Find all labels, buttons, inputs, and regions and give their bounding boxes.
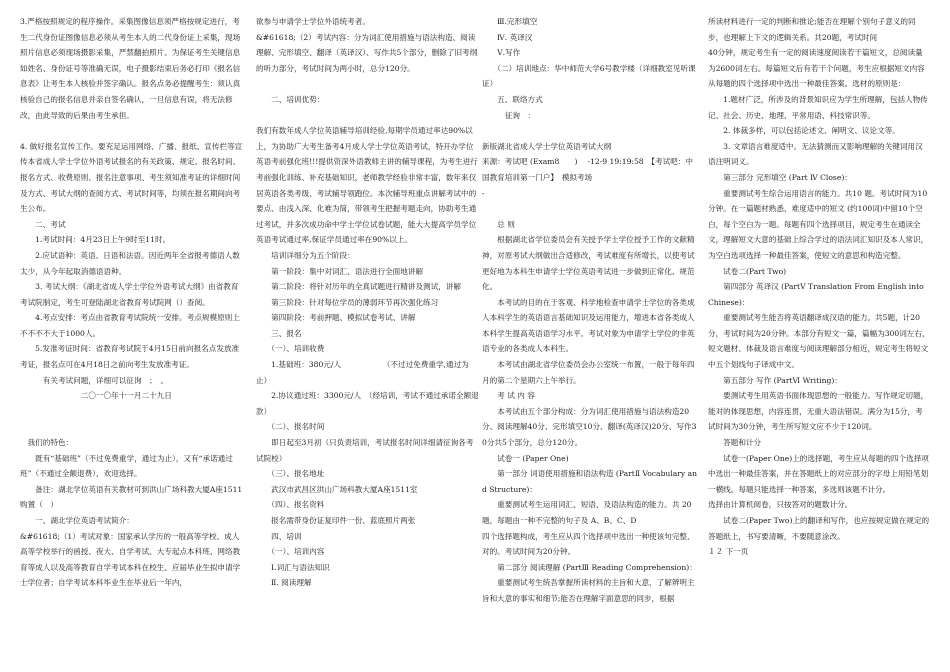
paragraph: （二）、报名时间 [256, 422, 325, 432]
paragraph: 二〇一〇年十一月二十九日 [20, 391, 172, 401]
paragraph: 第一部分 词语使用措施和语法构造 (PartⅡ Vocabulary and Structure)： [482, 469, 698, 494]
paragraph: 既有“基础班”（不过免费重学，通过为止），又有“承诺通过班”（不通过全额退费），欢迎选择。 [20, 453, 233, 479]
paragraph: 第四阶段：考前押题、模拟试卷考试、讲解 [256, 313, 416, 323]
paragraph: 重要测试考生运用词汇、短语、及语法构造的能力。共 20题，每题由一种不完整的句子及 A、B、C、D [482, 500, 692, 525]
paragraph: 试卷二(Part Two) [708, 266, 787, 276]
paragraph: 我们有数年成人学位英语辅导培训经验,每期学员通过率达90%以上，为协助广大考生备考4月成人学士学位英语考试，特开办学位英语考前强化班!!!提供资深外语教师主讲的辅导课程，为考生进行考前强化训练、补充基础知识，老师教学经验非常丰富，数年来仅居英语各类考级、考试辅导领跑位。本次辅导班重点讲解考试中的要点、由浅入深、化难为简，带领考生把握考题走向，协助考生通过考试，并多次成功命中学士学位试卷试题，能大大提高学员学位英语考试通过率,保证学员通过率在90%以上。 [256, 126, 478, 245]
paragraph: 二、培训优势： [256, 94, 325, 104]
paragraph: 即日起至3月初（只负责培训，考试报名时间详细请征询各考试院校） [256, 438, 474, 463]
paragraph: 第四部分 英译汉 (PartⅤ Translation From English into Chinese)： [708, 282, 927, 307]
paragraph: 三、报名 [256, 328, 302, 338]
paragraph: 本考试由五个部分构成：分为词汇使用措施与语法构造20分、阅读理解40分、完形填空10分、翻译(英译汉)20分、写作30分共5个部分，总分120分。 [482, 406, 697, 448]
paragraph: 选择由计算机阅卷，只按答对的题数计分。 [708, 500, 853, 510]
paragraph: 来源：考试吧 (Exam8 ) -12-9 19:19:58 【考试吧：中国教育培训第一门户】 模拟考场 [482, 157, 693, 182]
paragraph: 1.基础班：380元/人 （不过过免费重学,通过为止） [256, 360, 469, 385]
paragraph: 我们的特色： [20, 438, 74, 448]
column-1 [20, 14, 244, 591]
paragraph: （一）、培训内容 [256, 547, 325, 557]
paragraph: Ⅴ.写作 [482, 48, 521, 58]
column-4 [708, 14, 930, 560]
paragraph: 3. 考试大纲：《湖北省成人学士学位外语考试大纲》由省教育考试院制定，考生可登陆湖北省教育考试院网（）查阅。 [20, 282, 239, 307]
paragraph: 第二部分 阅读理解 (PartⅢ Reading Comprehension)： [482, 562, 697, 572]
paragraph: 考 试 内 容 [482, 391, 535, 401]
paragraph: 备注：湖北学位英语有关教材可到洪山广场科教大厦A座1511购置（ ） [20, 484, 243, 510]
paragraph: 本考试由湖北省学位委员会办公室统一布置，一般于每年四月的第二个星期六上午举行。 [482, 360, 695, 385]
paragraph: &#61618;（2）考试内容：分为词汇使用措施与语法构造、阅读理解、完形填空、翻译（英译汉）、写作共5个部分，删除了旧考纲的听力部分，考试时间为两小时，总分120分。 [256, 32, 478, 73]
paragraph: 武汉市武昌区洪山广场科教大厦A座1511室 [256, 484, 418, 494]
paragraph: 报名需带身份证复印件一份、蓝底照片两张 [256, 516, 416, 525]
paragraph [20, 419, 244, 435]
paragraph: 2.协议通过班：3300元/人 （经培训，考试不通过承诺全额退款） [256, 391, 479, 416]
paragraph: 四个选择题构成，考生应从四个选择项中选出一种使该句完整、对的。考试时间为20分钟。 [482, 531, 695, 557]
paragraph: 总 则 [482, 219, 515, 229]
paragraph: 3. 文章语言难度适中。无法猜测而又影响理解的关键词用汉语注明词义。 [708, 141, 923, 167]
paragraph: １２ 下一页 [708, 547, 749, 557]
paragraph: 3.严格按照规定的程序操作。采集图像信息须严格按规定进行，考生二代身份证图像信息必须从考生本人的二代身份证上采集，现场照片信息必须现场摄影采集，严禁翻拍照片。为保证考生关键信息如姓名、身份证号等准确无误，电子摄影结束后务必打印《报名信息表》让考生本人核验并签字确认。报名点务必提醒考生：须认真核验自己的报名信息并亲自签名确认，一旦信息有误，将无法修改，由此导致的后果由考生承担。 [20, 17, 241, 120]
paragraph: 2. 体裁多样，可以包括论述文、阐明文、议论文等。 [708, 126, 900, 136]
paragraph: 试卷二(Paper Two)上的翻译和写作，也应按规定做在规定的答题纸上，书写要清晰，不要随意涂改。 [708, 516, 930, 541]
paragraph: 4.考点安排：考点由省教育考试院统一安排。考点规模原则上不不不不大于1000人。 [20, 313, 240, 338]
paragraph: 二、考试 [20, 219, 66, 229]
paragraph: 所读材料进行一定的判断和推论;能否在理解个别句子意义的同步，也理解上下文的逻辑关系。共20题，考试时间 [708, 17, 916, 42]
paragraph [256, 76, 480, 92]
paragraph: 4. 做好报名宣传工作。要充足运用网络、广播、报纸、宣传栏等宣传本省成人学士学位外语考试报名的有关政策、规定、报名时间、报名方式、收费原则、报名注意事项、考生须知准考证的详细时间及方式、考试大纲的查阅方式、考试时间等，均须在报名期间向考生公布。 [20, 141, 243, 214]
paragraph: Ⅱ. 阅读理解 [256, 578, 312, 588]
paragraph: 第三部分 完形填空 (Part Ⅳ Close)： [708, 172, 852, 182]
paragraph: 1.考试时间：4月23日上午9时至11时。 [20, 235, 171, 245]
paragraph: 根据湖北省学位委员会有关授予学士学位授予工作的文献精神，对原考试大纲做出合适修改，考试难度有所增长，以使考试更好地为本科生申请学士学位英语考试进一步做到正常化、规范化。 [482, 235, 695, 292]
paragraph: 新版湖北省成人学士学位英语考试大纲 [482, 141, 612, 151]
paragraph: 40分钟，规定考生有一定的阅读速度阅读若干篇短文，总阅读量为2600词左右。每篇短文后有若干个问题，考生应根据短文内容从每题的四个选择项中选出一种最佳答案。选材的原则是： [708, 48, 925, 89]
paragraph: &#61618;（1）考试对象：国家承认学历的一般高等学校、成人高等学校举行的函授、夜大、自学考试、大专起点本科班、网络教育等成人以及高等教育自学考试本科在校生、应届毕业生拟申请学士学位者；自学考试本科毕业生在毕业后一年内， [20, 531, 241, 588]
paragraph: 培训详细分为五个阶段： [256, 250, 355, 260]
paragraph: 1.题材广泛，所涉及的背景知识应为学生所理解，包括人物传记、社会、历史、地理、平常用语、科技常识等。 [708, 94, 928, 120]
paragraph: 有关考试问题，详细可以征询 ； 。 [20, 375, 169, 385]
paragraph: 第五部分 写作 (PartⅥ Writing)： [708, 375, 842, 385]
paragraph: 第一阶段：集中对词汇、语法进行全面地讲解 [256, 266, 424, 276]
paragraph: - [482, 188, 485, 198]
paragraph: 四、培训 [256, 531, 302, 541]
paragraph: 要测试考生用英语书面体现思想的一般能力。写作规定切题，能对的体现思想，内容连贯，无重大语法错误。满分为15分，考试时间为30分钟，考生所写短文应不少于120词。 [708, 391, 929, 432]
paragraph: 欲参与申请学士学位外语统考者。 [256, 17, 370, 26]
paragraph: 重要测试考生综合运用语言的能力。共10 题。考试时间为10分钟。在一篇题材熟悉、难度适中的短文 (约100词)中留10个空白，每个空白为一题。每题有四个选择项目，规定考生在通读全文，理解短文大意的基础上综合学过的语法词汇知识及本人常识，为空白选项选择一种最佳答案，使短文的意思和构造完整。 [708, 188, 929, 260]
paragraph: （一）、培训收费 [256, 344, 325, 354]
paragraph: 第三阶段：针对每位学员的薄弱环节再次强化练习 [256, 297, 439, 307]
paragraph [20, 123, 244, 139]
paragraph: Ⅰ.词汇与语法知识 [256, 562, 330, 572]
paragraph: Ⅲ.完形填空 [482, 17, 538, 26]
paragraph: 5.发准考证时间：省教育考试院于4月15日前向报名点发放准考证，报名点可在4月18日之前向考生发放准考证。 [20, 344, 240, 370]
paragraph: 重要测试考生能否将英语翻译成汉语的能力。共5题，计20分，考试时间为20分钟。本部分有短文一篇，篇幅为300词左右，短文题材、体裁及语言难度与阅读理解部分相近，规定考生将短文中五个划线句子译成中文。 [708, 313, 930, 370]
column-3 [482, 14, 700, 607]
paragraph: 答题和计分 [708, 438, 762, 448]
paragraph [20, 404, 244, 420]
paragraph: （二）培训地点：华中师范大学6号教学楼（详细教室见听课证） [482, 63, 696, 89]
paragraph: Ⅳ. 英译汉 [482, 32, 533, 42]
paragraph [482, 201, 700, 217]
paragraph: （三）、报名地址 [256, 469, 325, 479]
paragraph: 一、湖北学位英语考试简介： [20, 516, 134, 525]
paragraph: 本考试的目的在于客观、科学地检查申请学士学位的各类成人本科学生的英语语言基础知识及运用能力，增进本省各类成人本科学生提高英语语学习水平。考试对象为申请学士学位的非英语专业的各类成人本科生。 [482, 297, 695, 354]
paragraph: 征询 ： [482, 110, 536, 120]
paragraph: 2.应试语种：英语、日语和法语。因近两年全省报考德语人数太少，从今年起取消德语语种。 [20, 250, 240, 276]
paragraph [482, 123, 700, 139]
paragraph: （四）、报名资料 [256, 500, 325, 510]
paragraph: 试卷一 (Paper One) [482, 453, 569, 463]
paragraph [256, 108, 480, 124]
paragraph: 五、联络方式 [482, 94, 543, 104]
paragraph: 试卷一(Paper One)上的选择题，考生应从每题的四个选择项中选出一种最佳答案，并在答题纸上的对应部分的字母上用铅笔划一横线。每题只能选择一种答案，多选则该题不计分。 [708, 453, 929, 494]
paragraph: 第二阶段：将针对历年的全真试题进行精讲及测试，讲解 [256, 282, 462, 292]
paragraph: 重要测试考生统吾掌握所读材料的主旨和大意，了解辨明主旨和大意的事实和细节;能否在理解字面意思的同步，根据 [482, 578, 695, 603]
column-2 [256, 14, 480, 591]
